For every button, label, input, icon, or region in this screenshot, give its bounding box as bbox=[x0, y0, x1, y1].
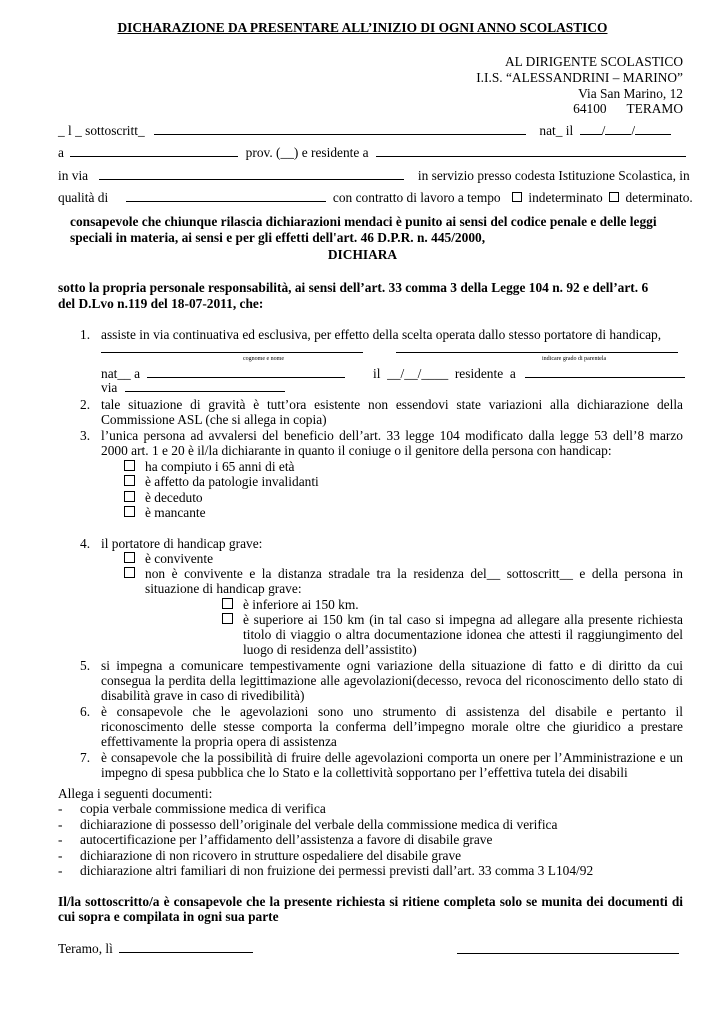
recipient-line-1: AL DIRIGENTE SCOLASTICO bbox=[504, 54, 683, 69]
street-field[interactable] bbox=[99, 168, 404, 180]
item-3-option-1 bbox=[124, 459, 295, 474]
role-field[interactable] bbox=[126, 190, 326, 202]
item-4-line-1: il portatore di handicap grave: bbox=[101, 536, 263, 551]
form-line-4 bbox=[58, 190, 693, 205]
attachment-1-dash: - bbox=[58, 801, 63, 816]
place-date-label: Teramo, lì bbox=[58, 941, 113, 956]
under-150km-checkbox[interactable] bbox=[222, 598, 233, 609]
attachment-5: dichiarazione altri familiari di non fruizione dei permessi previsti dall’art. 33 comma 3 L104/92 bbox=[80, 863, 594, 878]
item-3-number: 3. bbox=[80, 428, 91, 443]
birthplace-label: a bbox=[58, 145, 64, 160]
not-cohabiting-line-1: non è convivente e la distanza stradale tra la residenza del__ sottoscritt__ e della persona in bbox=[145, 566, 683, 581]
item-1-text: assiste in via continuativa ed esclusiva, per effetto della scelta operata dallo stesso portatore di handicap, bbox=[101, 327, 662, 342]
attachment-4-dash: - bbox=[58, 848, 63, 863]
deceased-label: è deceduto bbox=[145, 490, 203, 505]
item-3-option-4 bbox=[124, 505, 206, 520]
awareness-line-1: consapevole che chiunque rilascia dichiarazioni mendaci è punito ai sensi del codice penale e delle leggi bbox=[70, 214, 657, 229]
responsibility-line-1: sotto la propria personale responsabilità, ai sensi dell’art. 33 comma 3 della Legge 104 n. 92 e dell’art. 6 bbox=[58, 280, 649, 295]
name-caption: cognome e nome bbox=[243, 356, 284, 362]
province-residence-label: prov. (__) e residente a bbox=[245, 145, 369, 160]
item-5-number: 5. bbox=[80, 658, 91, 673]
item-5-line-2: consegua la perdita della legittimazione alle agevolazioni(decesso, revoca del riconoscimento dello stato di bbox=[101, 673, 683, 688]
awareness-line-2: speciali in materia, ai sensi e per gli effetti dell'art. 46 D.P.R. n. 445/2000, bbox=[70, 230, 486, 245]
assisted-birth-row bbox=[373, 366, 685, 381]
cohabiting-label: è convivente bbox=[145, 551, 214, 566]
item-6-line-2: riconoscimento delle stesse comporta la conferma dell’impegno morale oltre che giuridico a prestare bbox=[101, 719, 683, 734]
item-3-line-1: l’unica persona ad avvalersi del beneficio dell’art. 33 legge 104 modificato dalla legge 53 dell’8 marzo bbox=[101, 428, 683, 443]
attachment-2-dash: - bbox=[58, 817, 63, 832]
item-4-option-1 bbox=[124, 551, 213, 566]
item-5-line-3: disabilità grave in caso di rivedibilità) bbox=[101, 688, 305, 703]
residence-city-field[interactable] bbox=[376, 145, 686, 157]
dichiara-heading: DICHIARA bbox=[327, 247, 398, 262]
attachment-3: autocertificazione per l’affidamento dell’assistenza a favore di disabile grave bbox=[80, 832, 493, 847]
over-150km-checkbox[interactable] bbox=[222, 613, 233, 624]
attachment-3-dash: - bbox=[58, 832, 63, 847]
item-4-option-2 bbox=[124, 566, 145, 581]
attachment-1: copia verbale commissione medica di verifica bbox=[80, 801, 326, 816]
birth-day-field[interactable] bbox=[580, 123, 602, 135]
kinship-caption: indicare grado di parentela bbox=[542, 356, 607, 362]
over-65-label: ha compiuto i 65 anni di età bbox=[145, 459, 295, 474]
attachment-2: dichiarazione di possesso dell’originale del verbale della commissione medica di verifica bbox=[80, 817, 558, 832]
over-150km-line-3: luogo di residenza dell’assistito) bbox=[243, 642, 417, 657]
service-label: in servizio presso codesta Istituzione Scolastica, in bbox=[417, 168, 690, 183]
item-6-line-1: è consapevole che le agevolazioni sono uno strumento di assistenza del disabile e pertanto il bbox=[101, 704, 683, 719]
item-2-number: 2. bbox=[80, 397, 91, 412]
item-7-line-1: è consapevole che la possibilità di fruire delle agevolazioni comporta un onere per l’Amministrazione e un bbox=[101, 750, 683, 765]
assisted-name-field[interactable] bbox=[101, 352, 363, 353]
attachment-5-dash: - bbox=[58, 863, 63, 878]
assisted-street-row bbox=[101, 380, 285, 395]
surname-name-field[interactable] bbox=[154, 123, 526, 135]
recipient-line-2: I.I.S. “ALESSANDRINI – MARINO” bbox=[476, 70, 683, 85]
distance-option-2 bbox=[222, 612, 243, 627]
assisted-birthplace-field[interactable] bbox=[147, 366, 345, 378]
form-line-1: _ l _ sottoscritt_ nat_ il / / bbox=[58, 123, 671, 138]
not-cohabiting-checkbox[interactable] bbox=[124, 567, 135, 578]
birthplace-field[interactable] bbox=[70, 145, 238, 157]
item-3-option-2 bbox=[124, 474, 319, 489]
under-150km-label: è inferiore ai 150 km. bbox=[243, 597, 359, 612]
place-date-row bbox=[58, 941, 253, 956]
form-line-2 bbox=[58, 145, 686, 160]
item-1-number: 1. bbox=[80, 327, 91, 342]
permanent-label: indeterminato bbox=[528, 190, 603, 205]
fixed-term-checkbox[interactable] bbox=[609, 192, 619, 202]
item-6-number: 6. bbox=[80, 704, 91, 719]
pathology-checkbox[interactable] bbox=[124, 475, 135, 486]
form-line-3 bbox=[58, 168, 690, 183]
item-2-line-2: Commissione ASL (che si allega in copia) bbox=[101, 412, 327, 427]
date-field[interactable] bbox=[119, 941, 253, 953]
distance-option-1 bbox=[222, 597, 359, 612]
permanent-checkbox[interactable] bbox=[512, 192, 522, 202]
item-3-line-2: 2000 art. 1 e 20 è il/la dichiarante in quanto il coniuge o il genitore della persona con handicap: bbox=[101, 443, 612, 458]
recipient-line-4: 64100 TERAMO bbox=[573, 101, 683, 116]
role-label: qualità di bbox=[58, 190, 109, 205]
pathology-label: è affetto da patologie invalidanti bbox=[145, 474, 319, 489]
assisted-street-field[interactable] bbox=[125, 380, 285, 392]
assisted-residence-field[interactable] bbox=[525, 366, 685, 378]
attachment-4: dichiarazione di non ricovero in strutture ospedaliere del disabile grave bbox=[80, 848, 462, 863]
assisted-birth-label: il __/__/____ residente a bbox=[373, 366, 516, 381]
kinship-field[interactable] bbox=[396, 352, 678, 353]
fixed-term-label: determinato. bbox=[625, 190, 693, 205]
over-65-checkbox[interactable] bbox=[124, 460, 135, 471]
recipient-line-3: Via San Marino, 12 bbox=[578, 86, 683, 101]
item-5-line-1: si impegna a comunicare tempestivamente ogni variazione della situazione di fatto e di diritto da cui bbox=[101, 658, 683, 673]
missing-label: è mancante bbox=[145, 505, 206, 520]
item-7-line-2: impegno di spesa pubblica che lo Stato e la collettività sopportano per l’effettiva tutela dei disabili bbox=[101, 765, 628, 780]
birth-month-field[interactable] bbox=[605, 123, 631, 135]
not-cohabiting-line-2: situazione di handicap grave: bbox=[145, 581, 302, 596]
final-statement-line-2: cui sopra e compilata in ogni sua parte bbox=[58, 909, 279, 924]
over-150km-line-2: titolo di viaggio o altra documentazione idonea che attesti il raggiungimento del bbox=[243, 627, 683, 642]
birth-label: nat_ il bbox=[539, 123, 574, 138]
deceased-checkbox[interactable] bbox=[124, 491, 135, 502]
assisted-street-label: via bbox=[101, 380, 118, 395]
item-3-option-3 bbox=[124, 490, 203, 505]
item-7-number: 7. bbox=[80, 750, 91, 765]
over-150km-line-1: è superiore ai 150 km (in tal caso si impegna ad allegare alla presente richiesta bbox=[243, 612, 683, 627]
signature-field[interactable] bbox=[457, 953, 679, 954]
undersigned-label: _ l _ sottoscritt_ bbox=[58, 123, 145, 138]
birth-year-field[interactable] bbox=[635, 123, 671, 135]
document-title: DICHARAZIONE DA PRESENTARE ALL’INIZIO DI OGNI ANNO SCOLASTICO bbox=[117, 20, 608, 35]
attachments-intro: Allega i seguenti documenti: bbox=[58, 786, 213, 801]
contract-label: con contratto di lavoro a tempo bbox=[332, 190, 501, 205]
final-statement-line-1: Il/la sottoscritto/a è consapevole che la presente richiesta si ritiene completa solo se munita dei documenti di bbox=[58, 894, 683, 909]
item-6-line-3: effettivamente la propria opera di assistenza bbox=[101, 734, 337, 749]
missing-checkbox[interactable] bbox=[124, 506, 135, 517]
item-4-number: 4. bbox=[80, 536, 91, 551]
cohabiting-checkbox[interactable] bbox=[124, 552, 135, 563]
street-label: in via bbox=[58, 168, 89, 183]
assisted-birthplace-label: nat__ a bbox=[101, 366, 141, 381]
responsibility-line-2: del D.Lvo n.119 del 18-07-2011, che: bbox=[58, 296, 264, 311]
item-2-line-1: tale situazione di gravità è tutt’ora esistente non essendovi state variazioni alla dichiarazione della bbox=[101, 397, 683, 412]
